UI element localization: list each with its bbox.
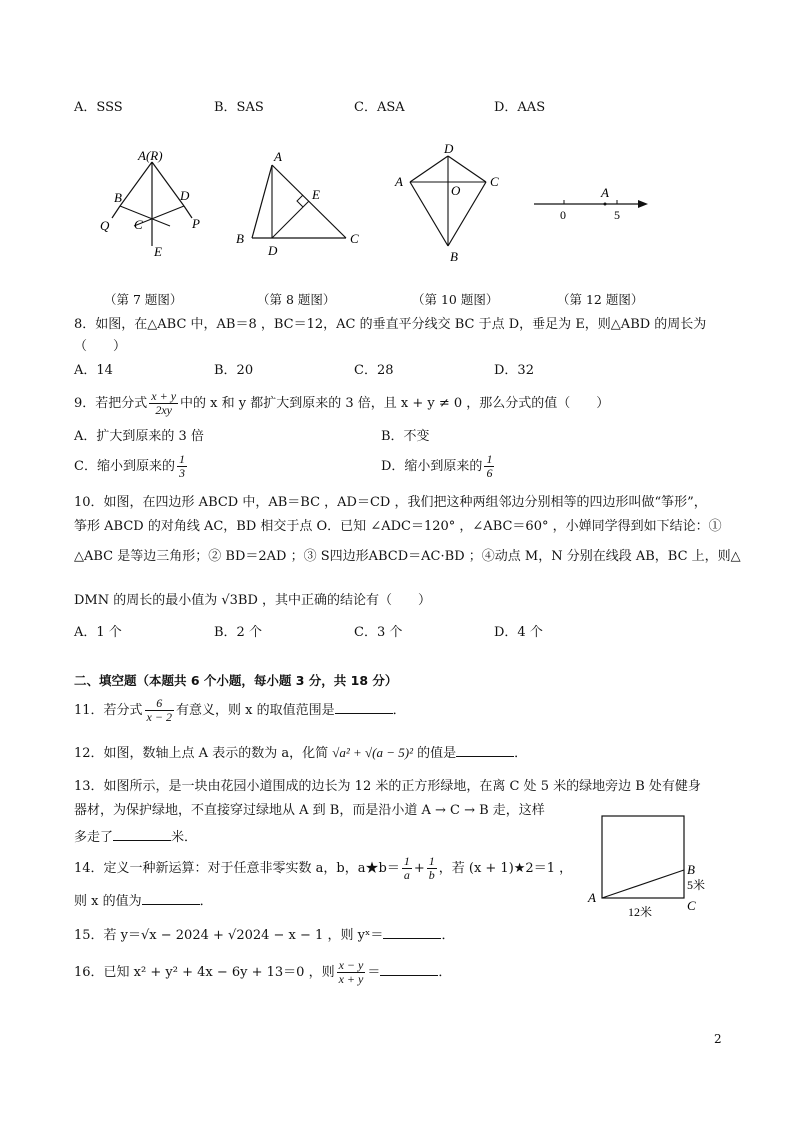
q9-option-c-text: C．缩小到原来的 xyxy=(74,459,175,474)
q15 xyxy=(74,926,454,945)
q10-line-3: △ABC 是等边三角形；② BD＝2AD ；③ S四边形ABCD＝AC·BD ；④动点 M，N 分别在线段 AB，BC 上，则△ xyxy=(74,549,741,564)
q14-frac-1-den: a xyxy=(403,868,410,882)
q14-line-2 xyxy=(74,892,213,911)
fig7-label-q: Q xyxy=(100,218,110,233)
q9-option-d-den: 6 xyxy=(486,466,493,480)
q11-end: ． xyxy=(392,703,406,718)
q13-line-3 xyxy=(74,828,197,847)
fig13-side-label: 5米 xyxy=(687,878,706,892)
q10-line-4: DMN 的周长的最小值为 √3BD ，其中正确的结论有（ ） xyxy=(74,593,432,608)
q13-line-1: 13．如图所示，是一块由花园小道围成的边长为 12 米的正方形绿地，在离 C 处 5 米的绿地旁边 B 处有健身 xyxy=(74,779,701,794)
q9-option-d-frac xyxy=(484,453,494,480)
q9-option-d xyxy=(381,452,496,482)
fig7-label-d: D xyxy=(180,188,190,203)
q9-option-a: A．扩大到原来的 3 倍 xyxy=(74,429,204,444)
fig13-label-b: B xyxy=(687,862,695,877)
q9-option-d-text: D．缩小到原来的 xyxy=(381,459,483,474)
figure-12 xyxy=(528,180,658,225)
fig8-label-a: A xyxy=(274,149,282,164)
fig7-label-b: B xyxy=(114,190,122,205)
fig7-label-a: A(R) xyxy=(138,148,163,163)
q8-option-b: B．20 xyxy=(214,363,254,378)
fig12-caption: （第 12 题图） xyxy=(557,292,644,307)
q10-option-b: B．2 个 xyxy=(214,625,262,640)
q7-option-b: B．SAS xyxy=(214,100,264,115)
fig8-label-d: D xyxy=(268,243,278,258)
q7-option-c: C．ASA xyxy=(354,100,405,115)
q14-line-2-pre: 则 x 的值为 xyxy=(74,894,142,909)
q9-fraction xyxy=(149,390,178,417)
figure-10 xyxy=(388,140,508,265)
q9-option-c-frac xyxy=(177,453,187,480)
q9-option-d-num: 1 xyxy=(486,452,493,466)
q12-post: 的值是 xyxy=(417,746,457,761)
q12-answer-blank[interactable] xyxy=(456,744,514,757)
q11-post: 有意义，则 x 的取值范围是 xyxy=(175,703,335,718)
q11-pre: 11．若分式 xyxy=(74,703,143,718)
q8-option-c: C．28 xyxy=(354,363,394,378)
q7-option-d: D．AAS xyxy=(494,100,546,115)
q9-stem xyxy=(74,390,609,418)
q13-line-3-pre: 多走了 xyxy=(74,830,114,845)
q11-fraction xyxy=(145,697,174,724)
q14 xyxy=(74,854,572,884)
q9-frac-num: x + y xyxy=(151,389,177,403)
fig7-label-p: P xyxy=(192,216,200,231)
q14-line-2-end: ． xyxy=(199,894,213,909)
fig10-caption: （第 10 题图） xyxy=(412,292,499,307)
q8-option-a: A．14 xyxy=(74,363,113,378)
q10-line-1: 10．如图，在四边形 ABCD 中，AB＝BC ，AD＝CD ，我们把这种两组邻边分别相等的四边形叫做“筝形”， xyxy=(74,495,707,510)
fig12-label-zero: 0 xyxy=(560,208,566,222)
q8-option-d: D．32 xyxy=(494,363,534,378)
q16-end: ． xyxy=(438,965,452,980)
q16-pre: 16．已知 x² + y² + 4x − 6y + 13＝0 ，则 xyxy=(74,965,335,980)
q14-frac-1-num: 1 xyxy=(403,854,410,868)
q10-option-c: C．3 个 xyxy=(354,625,403,640)
q13-line-3-post: 米． xyxy=(171,830,198,845)
fig8-label-b: B xyxy=(236,231,244,246)
q9-option-c-num: 1 xyxy=(178,452,185,466)
q14-post: ，若 (x + 1)★2＝1 ， xyxy=(438,861,573,876)
q13-line-2: 器材，为保护绿地，不直接穿过绿地从 A 到 B，而是沿小道 A → C → B 走，这样 xyxy=(74,803,545,818)
q7-option-a: A．SSS xyxy=(74,100,123,115)
q14-frac-2-num: 1 xyxy=(428,854,435,868)
q9-post: 中的 x 和 y 都扩大到原来的 3 倍，且 x + y ≠ 0 ，那么分式的值（ ） xyxy=(180,396,610,411)
q14-frac-2 xyxy=(427,855,437,882)
q14-plus: + xyxy=(413,861,425,876)
figure-8 xyxy=(230,145,370,265)
q10-line-2: 筝形 ABCD 的对角线 AC，BD 相交于点 O．已知 ∠ADC＝120° ，∠ABC＝60° ，小婵同学得到如下结论：① xyxy=(74,519,722,534)
q15-end: ． xyxy=(441,928,455,943)
q12 xyxy=(74,744,527,763)
q11-den: x − 2 xyxy=(146,710,172,724)
fig8-label-e: E xyxy=(312,187,320,202)
q11 xyxy=(74,696,406,726)
figure-7 xyxy=(90,140,220,265)
q15-answer-blank[interactable] xyxy=(383,926,441,939)
q9-option-c xyxy=(74,452,189,482)
fig8-label-c: C xyxy=(350,231,359,246)
fig10-label-b: B xyxy=(450,249,458,264)
q8-stem: 8．如图，在△ABC 中，AB＝8 ，BC＝12，AC 的垂直平分线交 BC 于点 D，垂足为 E，则△ABD 的周长为 xyxy=(74,317,707,332)
q9-pre: 9．若把分式 xyxy=(74,396,148,411)
fig7-label-c: C xyxy=(134,217,143,232)
q12-pre: 12．如图，数轴上点 A 表示的数为 a，化简 xyxy=(74,746,329,761)
q11-num: 6 xyxy=(145,697,174,711)
q14-frac-2-den: b xyxy=(428,868,435,882)
fig10-label-a: A xyxy=(395,174,403,189)
q9-option-c-den: 3 xyxy=(178,466,185,480)
q9-option-b: B．不变 xyxy=(381,429,430,444)
q16 xyxy=(74,958,451,988)
fig12-label-a: A xyxy=(601,185,609,200)
fig12-label-five: 5 xyxy=(614,208,620,222)
fig10-label-c: C xyxy=(490,174,499,189)
q16-num: x − y xyxy=(338,958,364,972)
q15-pre: 15．若 y＝√x − 2024 + √2024 − x − 1 ，则 yˣ＝ xyxy=(74,928,384,943)
q13-answer-blank[interactable] xyxy=(113,828,171,841)
fig7-label-e: E xyxy=(154,244,162,259)
q14-pre: 14．定义一种新运算：对于任意非零实数 a，b，a★b＝ xyxy=(74,861,400,876)
fig10-label-d: D xyxy=(444,141,454,156)
q12-expression: √a² + √(a − 5)² xyxy=(332,745,413,760)
q16-den: x + y xyxy=(338,972,364,986)
q8-paren: （ ） xyxy=(74,339,127,354)
fig13-bottom-label: 12米 xyxy=(628,905,653,919)
fig13-label-a: A xyxy=(588,890,596,905)
section-2-heading: 二、填空题（本题共 6 个小题，每小题 3 分，共 18 分） xyxy=(74,673,398,688)
fig13-label-c: C xyxy=(687,898,696,913)
q10-option-a: A．1 个 xyxy=(74,625,122,640)
q16-fraction xyxy=(337,959,366,986)
q16-eq: ＝ xyxy=(367,965,381,980)
fig10-label-o: O xyxy=(451,183,461,198)
q16-answer-blank[interactable] xyxy=(380,963,438,976)
q14-frac-1 xyxy=(402,855,412,882)
q14-answer-blank[interactable] xyxy=(142,892,200,905)
q12-end: ． xyxy=(514,746,528,761)
figure-13 xyxy=(580,810,720,925)
fig7-caption: （第 7 题图） xyxy=(104,292,183,307)
q10-option-d: D．4 个 xyxy=(494,625,543,640)
q9-frac-den: 2xy xyxy=(155,403,172,417)
fig8-caption: （第 8 题图） xyxy=(257,292,336,307)
q11-answer-blank[interactable] xyxy=(335,701,393,714)
page-number: 2 xyxy=(714,1032,722,1046)
